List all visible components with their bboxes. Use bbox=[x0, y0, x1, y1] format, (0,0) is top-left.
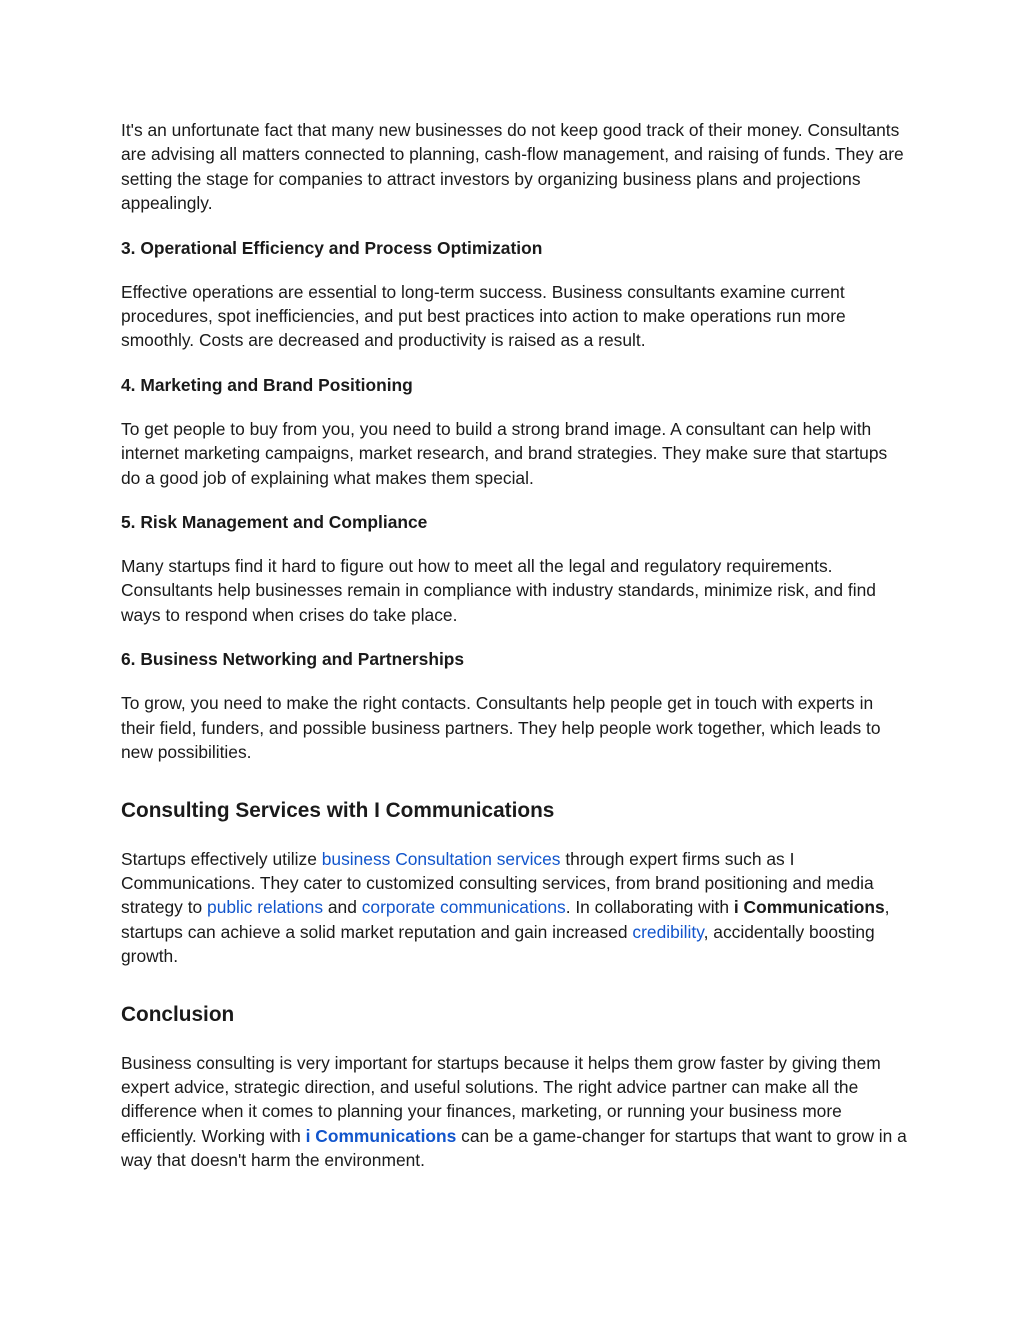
text-span: and bbox=[323, 897, 362, 918]
heading-consulting-services: Consulting Services with I Communications bbox=[121, 798, 555, 822]
text-span: through expert firms such as I Communications. They cater to customized consulting services, from brand positioning and media strategy to bbox=[121, 848, 874, 918]
heading-business-networking: 6. Business Networking and Partnerships bbox=[121, 649, 465, 670]
paragraph-marketing-brand: To get people to buy from you, you need to build a strong brand image. A consultant can help with internet marketing campaigns, market research, and brand strategies. They make sure that startups do a good job of explaining what makes them special. bbox=[121, 418, 888, 488]
document-page bbox=[121, 118, 911, 1173]
heading-marketing-brand: 4. Marketing and Brand Positioning bbox=[121, 374, 413, 395]
paragraph-conclusion bbox=[121, 1051, 911, 1173]
bold-i-communications: i Communications bbox=[733, 897, 885, 918]
paragraph-risk-management: Many startups find it hard to figure out how to meet all the legal and regulatory requirements. Consultants help businesses remain in compliance with industry standards, minimize risk, and find ways to respond when crises do take place. bbox=[121, 556, 876, 625]
credibility-link[interactable]: credibility bbox=[632, 921, 704, 942]
paragraph-business-networking: To grow, you need to make the right contacts. Consultants help people get in touch with experts in their field, funders, and possible business partners. They help people work together, which leads to new possibilities. bbox=[121, 693, 881, 763]
text-span: Business consulting is very important for startups because it helps them grow faster by giving them expert advice, strategic direction, and useful solutions. The right advice partner can make all the difference when it comes to planning your finances, marketing, or running your business more efficiently. Working with bbox=[121, 1052, 881, 1146]
public-relations-link[interactable]: public relations bbox=[207, 897, 324, 918]
paragraph-consulting-services bbox=[121, 847, 911, 969]
text-span: can be a game-changer for startups that want to grow in a way that doesn't harm the environment. bbox=[121, 1125, 907, 1171]
intro-paragraph: It's an unfortunate fact that many new businesses do not keep good track of their money. Consultants are advising all matters connected to planning, cash-flow management, and raising of funds. They are setting the stage for companies to attract investors by organizing business plans and projections appealingly. bbox=[121, 120, 904, 214]
corporate-communications-link[interactable]: corporate communications bbox=[361, 897, 566, 918]
heading-conclusion: Conclusion bbox=[121, 1002, 235, 1026]
paragraph-operational-efficiency: Effective operations are essential to long-term success. Business consultants examine current procedures, spot inefficiencies, and put best practices into action to make operations run more smoothly. Costs are decreased and productivity is raised as a result. bbox=[121, 281, 846, 351]
heading-operational-efficiency: 3. Operational Efficiency and Process Optimization bbox=[121, 237, 543, 258]
i-communications-link[interactable]: i Communications bbox=[305, 1125, 457, 1146]
text-span: Startups effectively utilize bbox=[121, 848, 322, 869]
text-span: , startups can achieve a solid market reputation and gain increased bbox=[121, 897, 890, 942]
text-span: , accidentally boosting growth. bbox=[121, 921, 875, 967]
business-consultation-services-link[interactable]: business Consultation services bbox=[321, 848, 561, 869]
heading-risk-management: 5. Risk Management and Compliance bbox=[121, 512, 428, 533]
text-span: . In collaborating with bbox=[565, 897, 734, 918]
